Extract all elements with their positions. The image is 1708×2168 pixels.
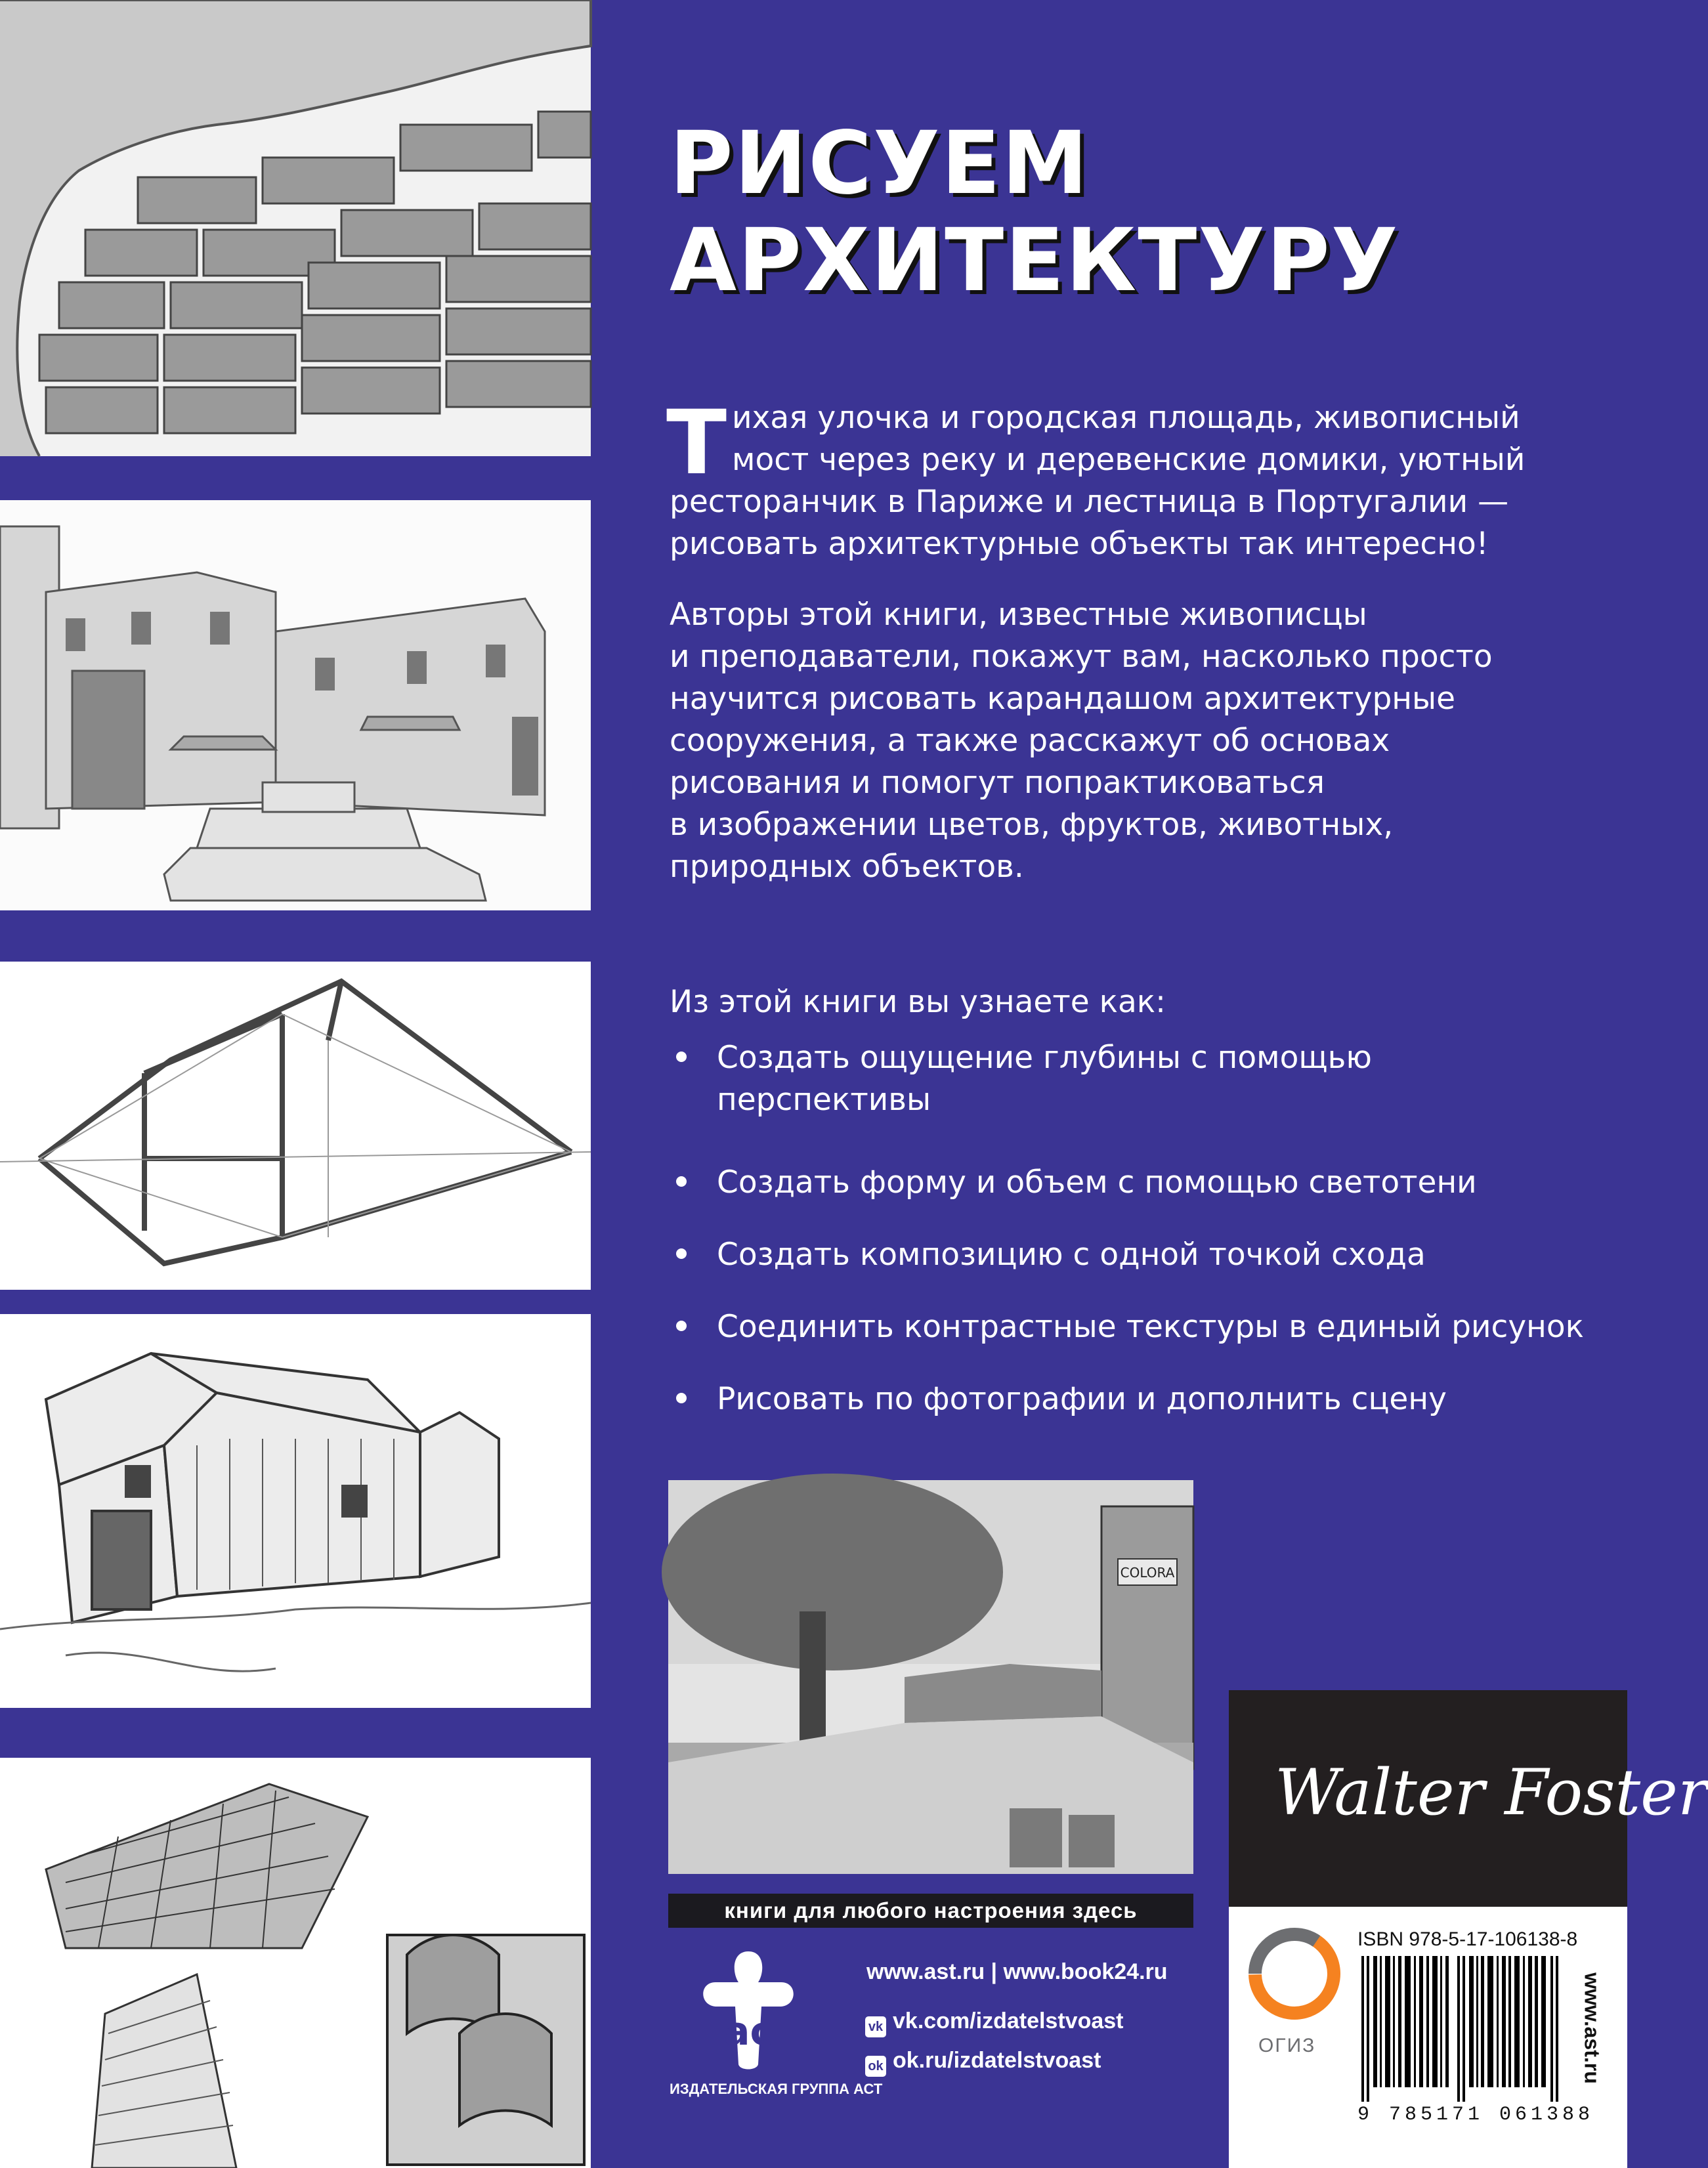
authors-line: Авторы этой книги, известные живописцы [670,597,1367,633]
list-item [676,1037,1372,1121]
publisher-group-name: ИЗДАТЕЛЬСКАЯ ГРУППА АСТ [670,2081,883,2097]
bullet-icon [676,1248,687,1259]
drop-cap: Т [666,391,727,494]
vk-link[interactable] [865,2009,1123,2037]
ogiz-logo [1247,1926,1342,2022]
authors-line: и преподаватели, покажут вам, насколько просто [670,639,1493,675]
title-line-1: РИСУЕМ [670,113,1090,214]
brick-wall-sketch [0,0,591,456]
walter-foster-box [1229,1690,1708,1907]
roof-tiles-sketch [0,1758,591,2168]
tagline-bar: книги для любого настроения здесь [668,1894,1193,1928]
bullet-icon [676,1052,687,1062]
list-item [676,1378,1447,1420]
authors-line: научится рисовать карандашом архитектурные [670,681,1456,717]
list-item-text: Создать форму и объем с помощью светотени [717,1164,1477,1201]
walter-foster-logo: Walter Foster [1275,1756,1708,1829]
list-item-text: Рисовать по фотографии и дополнить сцену [717,1381,1447,1417]
bullet-icon [676,1321,687,1331]
ok-link[interactable] [865,2048,1101,2077]
authors-line: рисования и помогут попрактиковаться [670,765,1325,801]
bullet-icon [676,1176,687,1187]
isbn-number: ISBN 978-5-17-106138-8 [1357,1928,1578,1950]
title-line-2: АРХИТЕКТУРУ [670,210,1399,311]
learn-heading: Из этой книги вы узнаете как: [670,984,1166,1020]
bullet-icon [676,1393,687,1403]
intro-line: рисовать архитектурные объекты так интересно! [670,526,1489,562]
intro-line: мост через реку и деревенские домики, уютный [732,442,1526,478]
ast-url-vertical [1572,1930,1612,2127]
ast-url-text: www.ast.ru [1580,1972,1604,2084]
list-item-text: Создать ощущение глубины с помощью [717,1040,1372,1076]
authors-line: природных объектов. [670,849,1024,885]
list-item-text: Соединить контрастные текстуры в единый рисунок [717,1309,1585,1345]
street-scene-sketch [668,1480,1193,1874]
intro-paragraph [670,397,1525,565]
town-square-sketch [0,500,591,910]
barcode [1361,1956,1558,2102]
list-item-text: Создать композицию с одной точкой схода [717,1237,1426,1273]
list-item-text: перспективы [717,1082,931,1118]
book-title [670,115,1399,309]
list-item [676,1234,1426,1276]
ogiz-label: ОГИЗ [1258,2035,1316,2056]
website-links[interactable]: www.ast.ru | www.book24.ru [866,1959,1168,1984]
ok-icon: ok [865,2056,886,2077]
perspective-sketch [0,962,591,1290]
barcode-digits: 9 785171 061388 [1357,2104,1594,2126]
list-item [676,1306,1584,1348]
vk-icon: vk [865,2016,886,2037]
ast-logo-text: ас [723,2009,774,2054]
barn-sketch [0,1314,591,1708]
ast-logo [686,1946,811,2071]
vk-url: vk.com/izdatelstvoast [893,2009,1124,2033]
authors-paragraph [670,594,1493,888]
list-item [676,1162,1477,1204]
authors-line: сооружения, а также расскажут об основах [670,723,1390,759]
intro-line: ресторанчик в Париже и лестница в Португалии — [670,484,1509,520]
ok-url: ok.ru/izdatelstvoast [893,2048,1101,2073]
sign-text: COLORA [1120,1565,1175,1581]
intro-line: ихая улочка и городская площадь, живописный [732,400,1520,436]
authors-line: в изображении цветов, фруктов, животных, [670,807,1394,843]
